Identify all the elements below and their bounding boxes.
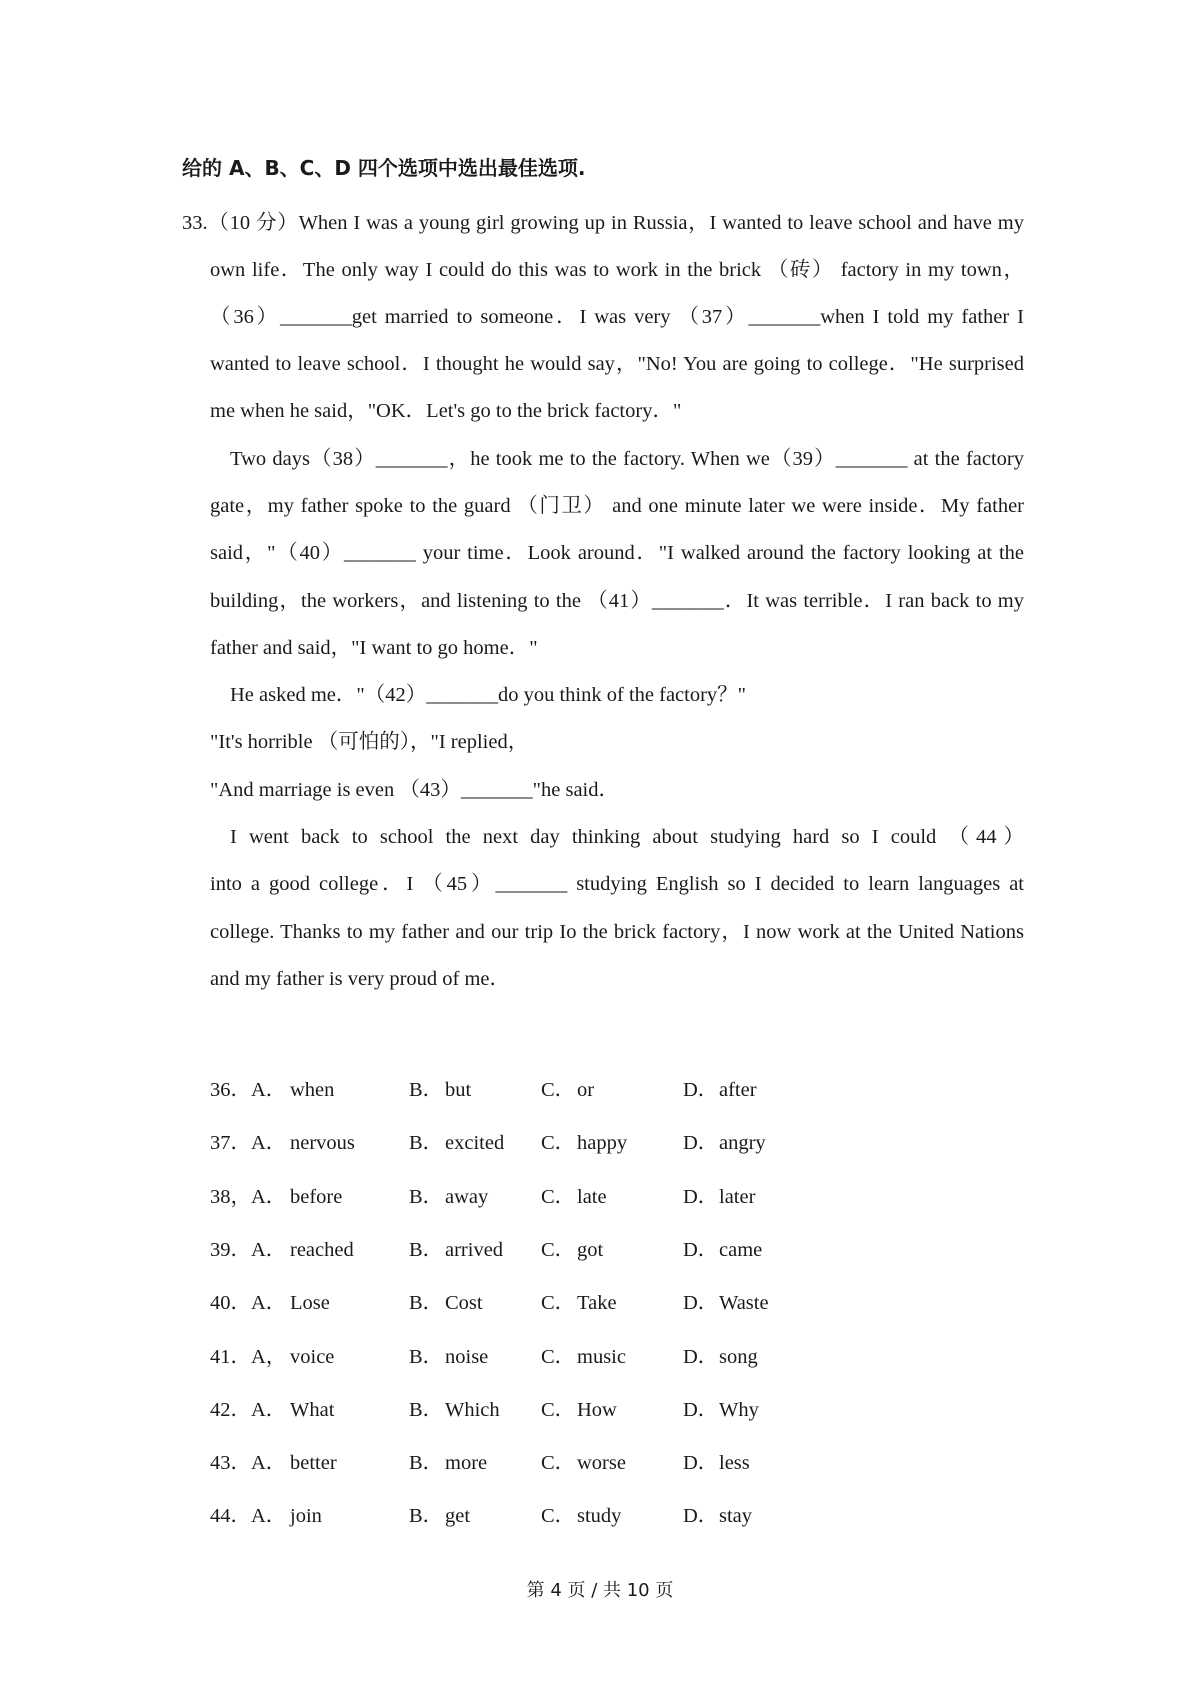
option-d [683,1339,758,1369]
passage-line-13: "And marriage is even （43）_______"he said． [210,779,619,801]
option-letter: C． [541,1452,576,1474]
option-text: before [290,1186,343,1208]
option-letter: B． [409,1239,444,1261]
option-a [210,1125,355,1155]
option-c [541,1232,603,1262]
option-d [683,1445,750,1475]
page-footer: 第 4 页 / 共 10 页 [526,1580,674,1601]
option-text: Why [719,1399,759,1421]
option-letter: C． [541,1186,576,1208]
option-d [683,1285,769,1315]
question-number: 44．A． [210,1505,287,1527]
option-text: study [577,1505,622,1527]
question-number: 43．A． [210,1452,287,1474]
option-text: join [290,1505,322,1527]
option-c [541,1125,627,1155]
question-number: 37．A． [210,1132,287,1154]
option-text: better [290,1452,337,1474]
option-text: music [577,1346,626,1368]
option-text: What [290,1399,335,1421]
option-a [210,1498,322,1528]
option-text: noise [445,1346,489,1368]
question-number: 42．A． [210,1399,287,1421]
option-b [409,1179,488,1209]
passage-line-4: wanted to leave school．I thought he would say，"No! You are going to college．"He surprised [210,353,1024,375]
option-letter: B． [409,1452,444,1474]
option-text: Take [577,1292,617,1314]
passage-line-6: Two days（38）_______，he took me to the factory. When we（39）_______ at the factory [230,448,1024,470]
option-a [210,1392,334,1422]
option-letter: C． [541,1505,576,1527]
option-text: but [445,1079,472,1101]
option-text: happy [577,1132,628,1154]
question-number: 36．A． [210,1079,287,1101]
option-text: How [577,1399,617,1421]
option-d [683,1179,755,1209]
option-text: came [719,1239,763,1261]
option-a [210,1285,330,1315]
option-b [409,1285,483,1315]
option-text: arrived [445,1239,504,1261]
passage-line-11: He asked me．"（42）_______do you think of the factory？" [230,684,747,706]
option-c [541,1179,607,1209]
option-letter: D． [683,1079,719,1101]
passage-line-10: father and said，"I want to go home．" [210,637,538,659]
option-text: stay [719,1505,753,1527]
option-a [210,1179,342,1209]
option-letter: D． [683,1186,719,1208]
option-text: voice [290,1346,335,1368]
passage-line-8: said，"（40）_______ your time．Look around．"I walked around the factory looking at the [210,542,1024,564]
option-text: late [577,1186,607,1208]
option-letter: D． [683,1399,719,1421]
option-text: song [719,1346,758,1368]
option-letter: C． [541,1132,576,1154]
option-d [683,1392,759,1422]
option-letter: D． [683,1132,719,1154]
passage-line-2: own life．The only way I could do this was to work in the brick （砖） factory in my town， [210,259,1024,281]
passage-line-12: "It's horrible （可怕的），"I replied， [210,731,529,753]
option-text: Cost [445,1292,483,1314]
passage-line-9: building，the workers，and listening to the （41）_______．It was terrible．I ran back to my [210,590,1024,612]
option-letter: B． [409,1079,444,1101]
option-letter: B． [409,1132,444,1154]
passage-line-16: college. Thanks to my father and our trip Io the brick factory，I now work at the United Nations [210,921,1024,943]
option-c [541,1072,594,1102]
option-c [541,1445,626,1475]
option-text: away [445,1186,489,1208]
option-c [541,1285,617,1315]
option-letter: C． [541,1292,576,1314]
option-c [541,1392,617,1422]
option-b [409,1498,470,1528]
option-text: more [445,1452,488,1474]
option-letter: B． [409,1292,444,1314]
option-b [409,1339,488,1369]
option-a [210,1072,334,1102]
passage-line-15: into a good college．I （45）_______ studying English so I decided to learn languages at [210,873,1024,895]
option-text: Lose [290,1292,330,1314]
option-b [409,1125,504,1155]
option-text: Which [445,1399,500,1421]
option-letter: D． [683,1239,719,1261]
option-d [683,1232,762,1262]
option-letter: B． [409,1399,444,1421]
option-text: worse [577,1452,626,1474]
option-text: get [445,1505,471,1527]
option-text: excited [445,1132,505,1154]
option-text: or [577,1079,595,1101]
option-text: later [719,1186,756,1208]
option-letter: C． [541,1079,576,1101]
question-number: 38，A． [210,1186,287,1208]
option-text: less [719,1452,750,1474]
option-b [409,1392,500,1422]
option-text: after [719,1079,757,1101]
passage-line-14: I went back to school the next day thinking about studying hard so I could （44） [230,826,1024,848]
passage-line-3: （36）_______get married to someone．I was very （37）_______when I told my father I [210,306,1024,328]
option-a [210,1232,354,1262]
passage-line-1: 33.（10 分）When I was a young girl growing up in Russia，I wanted to leave school and have my [182,212,1024,234]
option-letter: C． [541,1399,576,1421]
question-number: 40．A． [210,1292,287,1314]
option-c [541,1498,621,1528]
option-text: got [577,1239,604,1261]
option-letter: D． [683,1292,719,1314]
passage-line-17: and my father is very proud of me． [210,968,511,990]
option-d [683,1072,757,1102]
question-number: 41．A， [210,1346,287,1368]
option-letter: C． [541,1346,576,1368]
option-letter: B． [409,1186,444,1208]
option-d [683,1498,752,1528]
option-a [210,1339,334,1369]
option-b [409,1072,471,1102]
section-instruction: 给的 A、B、C、D 四个选项中选出最佳选项. [182,156,586,180]
option-c [541,1339,626,1369]
passage-line-7: gate，my father spoke to the guard （门卫） and one minute later we were inside．My father [210,495,1024,517]
option-letter: D． [683,1452,719,1474]
option-text: reached [290,1239,354,1261]
option-b [409,1232,503,1262]
option-text: when [290,1079,335,1101]
question-number: 39．A． [210,1239,287,1261]
passage-line-5: me when he said，"OK．Let's go to the brick factory．" [210,400,682,422]
option-letter: C． [541,1239,576,1261]
option-letter: B． [409,1505,444,1527]
option-text: Waste [719,1292,769,1314]
option-b [409,1445,487,1475]
option-letter: B． [409,1346,444,1368]
option-letter: D． [683,1505,719,1527]
option-a [210,1445,337,1475]
option-text: nervous [290,1132,355,1154]
option-d [683,1125,766,1155]
option-text: angry [719,1132,766,1154]
option-letter: D． [683,1346,719,1368]
